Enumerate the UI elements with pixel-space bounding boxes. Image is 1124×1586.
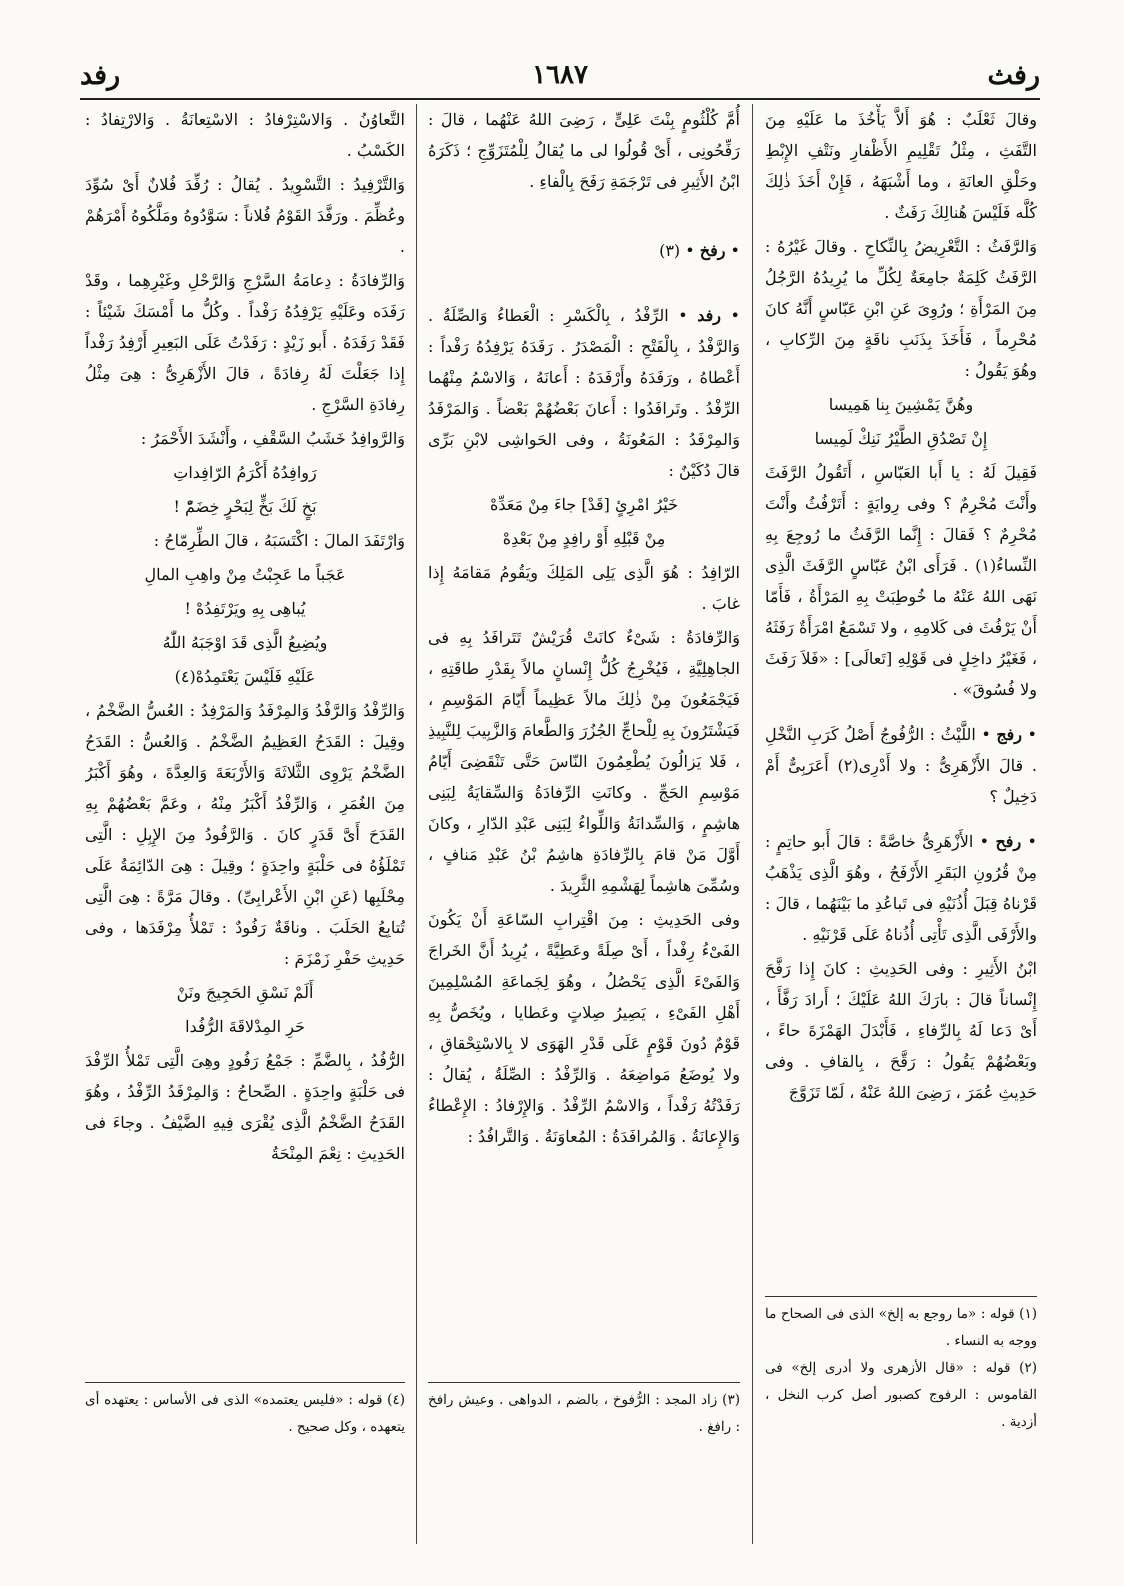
footnote: (٢) قوله : «قال الأزهرى ولا أدرى إلخ» فى القاموس : الرفوج كصبور أصل كرب النخل ، أزدية . bbox=[765, 1360, 1037, 1430]
entry-rfkh: • رفخ • (٣) bbox=[659, 241, 740, 260]
footnote-ref: (٣) bbox=[659, 241, 681, 260]
paragraph: وَالرَّوافِدُ خَشَبُ السَّقْفِ ، وأَنْشَدَ الأَحْمَرُ : bbox=[140, 429, 405, 448]
paragraph: وَالرَّفَثُ : التَّعْرِيضُ بِالنِّكاحِ . وقالَ غَيْرُهُ : الرَّفَثُ كَلِمَةٌ جامِعَةٌ لِكُلِّ ما يُرِيدُهُ الرَّجُلُ مِنَ المَرْأَةِ ؛ ورُوِىَ عَنِ ابْنِ عَبّاسٍ أَنَّهُ كانَ مُحْرِماً ، فَأَخَذَ بِذَنَبِ ناقَةٍ مِنَ الرِّكابِ ، وهُوَ يَقُولُ : bbox=[765, 237, 1037, 380]
entry-headword: رفج bbox=[996, 725, 1023, 744]
footnotes-right bbox=[765, 1296, 1037, 1436]
header-right-word: رفث bbox=[987, 60, 1040, 91]
paragraph: وَالتَّرْفِيدُ : التَّسْوِيدُ . يُقالُ : رُفِّدَ فُلانٌ أَىْ سُوِّدَ وعُظِّمَ . ورَفَّدَ القَوْمُ فُلاناً : سَوَّدُوهُ ومَلَّكُوهُ أَمْرَهُمْ . bbox=[85, 175, 405, 256]
verse-line: مِنْ قَبْلِهِ أَوْ رافِدٍ مِنْ بَعْدِهْ bbox=[502, 529, 666, 548]
entry-rfh: • رفح • الأَزْهَرِىُّ خاصَّةً : قالَ أَبو حاتِمٍ : مِنْ قُرُونِ البَقَرِ الأَرْفَحُ ، وهُوَ الَّذِى يَذْهَبُ قَرْناهُ قِبَلَ أُذُنَيْهِ فى تَباعُدِ ما بَيْنَهُما ، قالَ : والأَرْفَى الَّذِى تَأْتِى أُذُناهُ عَلَى قَرْنَيْهِ . bbox=[765, 832, 1037, 944]
verse-line: يُباهِى بِهِ ويَرْتَفِدُهْ ! bbox=[184, 599, 306, 618]
entry-text: الأَزْهَرِىُّ خاصَّةً : قالَ أَبو حاتِمٍ : مِنْ قُرُونِ البَقَرِ الأَرْفَحُ ، وهُوَ الَّذِى يَذْهَبُ قَرْناهُ قِبَلَ أُذُنَيْهِ فى تَباعُدِ ما بَيْنَهُما ، قالَ : والأَرْفَى الَّذِى تَأْتِى أُذُناهُ عَلَى قَرْنَيْهِ . bbox=[765, 832, 1037, 944]
verse-line: رَوافِدُهُ أَكْرَمُ الرّافِداتِ bbox=[173, 463, 317, 482]
footnotes-middle bbox=[428, 1382, 740, 1441]
paragraph: الرّافِدُ : هُوَ الَّذِى يَلِى المَلِكَ ويَقُومُ مَقامَهُ إِذا غابَ . bbox=[428, 563, 740, 613]
paragraph: وَالرِّفادَةُ : دِعامَةُ السَّرْجِ وَالرَّحْلِ وغَيْرِهِما ، وقَدْ رَفَدَه وعَلَيْهِ يَرْفِدُهُ رَفْداً . وكُلُّ ما أَمْسَكَ شَيْئاً : فَقَدْ رَفَدَهُ . أَبو زَيْدٍ : رَفَدْتُ عَلَى البَعِيرِ أَرْفِدُ رَفْداً إِذا جَعَلْتَ لَهُ رِفادَةً ، قالَ الأَزْهَرِىُّ : هِىَ مِثْلُ رِفادَةِ السَّرْجِ . bbox=[85, 271, 405, 414]
footnote: (٣) زاد المجد : الرُّفوخ ، بالضم ، الدواهى . وعيش رافخ : رافغ . bbox=[428, 1392, 740, 1435]
verse-line: خَيْرُ امْرِئٍ [قَدْ] جاءَ مِنْ مَعَدِّهْ bbox=[490, 495, 678, 514]
column-divider-left bbox=[416, 104, 417, 1544]
header-rule bbox=[80, 98, 1040, 100]
entry-text: اللَّيْثُ : الرُّفُوجُ أَصْلُ كَرَبِ النَّخْلِ . قالَ الأَزْهَرِىُّ : ولا أَدْرِى(٢) أَعَرَبِىٌّ أَمْ دَخِيلٌ ؟ bbox=[765, 725, 1037, 806]
verse-line: ويُضِيعُ الَّذِى قَدَ اوْجَبَهُ اللّٰهُ bbox=[162, 633, 328, 652]
paragraph: وَالرِّفادَةُ : شَىْءٌ كانَتْ قُرَيْشٌ تَتَرافَدُ بِهِ فى الجاهِلِيَّةِ ، فَيُخْرِجُ كُلُّ إِنْسانٍ مالاً بِقَدْرِ طاقَتِهِ ، فَيَجْمَعُونَ مِنْ ذٰلِكَ مالاً عَظِيماً أَيّامَ المَوْسِمِ ، فَيَشْتَرُونَ بِهِ لِلْحاجِّ الجُزُرَ وَالطَّعامَ وَالزَّبِيبَ لِلنَّبِيذِ ، فَلا يَزالُونَ يُطْعِمُونَ النّاسَ حَتَّى تَنْقَضِىَ أَيّامُ مَوْسِمِ الحَجِّ . وكانَتِ الرِّفادَةُ وَالسِّقايَةُ لِبَنِى هاشِمٍ ، وَالسِّدانَةُ وَاللِّواءُ لِبَنِى عَبْدِ الدّارِ ، وكانَ أَوَّلَ مَنْ قامَ بِالرِّفادَةِ هاشِمُ بْنُ عَبْدِ مَنافٍ ، وسُمِّىَ هاشِماً لِهَشْمِهِ الثَّرِيدَ . bbox=[428, 628, 740, 895]
column-middle bbox=[428, 104, 740, 1544]
paragraph: ابْنُ الأَثِيرِ : وفى الحَدِيثِ : كانَ إِذا رَفَّحَ إِنْساناً قالَ : بارَكَ اللهُ عَلَيْكَ ؛ أَرادَ رَفَّأَ ، أَىْ دَعا لَهُ بِالرِّفاءِ ، فَأَبْدَلَ الهَمْزَةَ حاءً ، وبَعْضُهُمْ يَقُولُ : رَقَّحَ ، بِالقافِ . وفى حَدِيثِ عُمَرَ ، رَضِىَ اللهُ عَنْهُ ، لَمّا تَزَوَّجَ bbox=[765, 959, 1037, 1102]
column-divider-right bbox=[752, 104, 753, 1544]
paragraph: وَارْتَفَدَ المالَ : اكْتَسَبَهُ ، قالَ الطِّرِمّاحُ : bbox=[153, 531, 405, 550]
entry-rfd: • رفد • الرِّفْدُ ، بِالْكَسْرِ : الْعَطاءُ وَالصِّلَةُ . وَالرَّفْدُ ، بِالْفَتْحِ : الْمَصْدَرُ . رَفَدَهُ يَرْفِدُهُ رَفْداً : أَعْطاهُ ، ورَفَدَهُ وأَرْفَدَهُ : أَعانَهُ ، وَالاسْمُ مِنْهُما الرِّفْدُ . وتَرافَدُوا : أَعانَ بَعْضُهُمْ بَعْضاً . وَالمَرْفَدُ وَالمِرْفَدُ : المَعُونَةُ ، وفى الحَواشِى لابْنِ بَرِّى قالَ دُكَيْنٌ : bbox=[428, 306, 740, 480]
paragraph: وفى الحَدِيثِ : مِنَ اقْتِرابِ السّاعَةِ أَنْ يَكُونَ الفَىْءُ رِفْداً ، أَىْ صِلَةً وعَطِيَّةً ، يُرِيدُ أَنَّ الخَراجَ وَالفَىْءَ الَّذِى يَحْصُلُ ، وهُوَ لِجَماعَةِ المُسْلِمِينَ أَهْلِ الفَىْءِ ، يَصِيرُ صِلاتٍ وعَطايا ، ويُخَصُّ بِهِ قَوْمٌ دُونَ قَوْمٍ عَلَى قَدْرِ الهَوَى لا بِالاسْتِحْقاقِ ، ولا يُوضَعُ مَواضِعَهُ . وَالرِّفْدُ : الصِّلَةُ ، يُقالُ : رَفَدْتُهُ رَفْداً ، وَالاسْمُ الرِّفْدُ . وَالإِرْفادُ : الإِعْطاءُ وَالإِعانَةُ . وَالمُرافَدَةُ : المُعاوَنَةُ . وَالتَّرافُدُ : bbox=[428, 910, 740, 1146]
verse-line: حَرِ المِدْلاقَةَ الرُّفُدا bbox=[185, 1017, 305, 1036]
footnotes-left bbox=[85, 1382, 405, 1441]
page-number: ١٦٨٧ bbox=[532, 60, 588, 90]
verse-line: بَخٍ لَكَ بَخٍّ لِبَحْرٍ خِضَمّْ ! bbox=[173, 497, 317, 516]
paragraph: أُمَّ كُلْثُومٍ بِنْتَ عَلِىٍّ ، رَضِىَ اللهُ عَنْهُما ، قالَ : رَفِّحُونِى ، أَىْ قُولُوا لى ما يُقالُ لِلْمُتَزَوِّجِ ؛ ذَكَرَهُ ابْنُ الأَثِيرِ فى تَرْجَمَةِ رَفَحَ بِالْفاءِ . bbox=[428, 110, 740, 191]
verse-line: عَلَيْهِ فَلَيْسَ يَعْتَمِدُهْ(٤) bbox=[174, 667, 316, 686]
paragraph: وَالرِّفْدُ وَالرَّفْدُ وَالمِرْفَدُ وَالمَرْفِدُ : العُسُّ الضَّخْمُ ، وقِيلَ : القَدَحُ العَظِيمُ الضَّخْمُ . وَالعُسُّ : القَدَحُ الضَّخْمُ يَرْوِى الثَّلاثَةَ وَالأَرْبَعَةَ وَالعِدَّةَ ، وهُوَ أَكْبَرُ مِنَ الغُمَرِ ، وَالرِّفْدُ أَكْبَرُ مِنْهُ ، وعَمَّ بَعْضُهُمْ بِهِ القَدَحَ أَىَّ قَدَرٍ كانَ . وَالرَّفُودُ مِنَ الإِبِلِ : الَّتِى تَمْلَؤُهُ فى حَلْبَةٍ واحِدَةٍ ؛ وقِيلَ : هِىَ الدّائِمَةُ عَلَى مِحْلَبِها (عَنِ ابْنِ الأَعْرابِىِّ) . وقالَ مَرَّةً : هِىَ الَّتِى تُتابِعُ الحَلَبَ . وناقَةٌ رَفُودٌ : تَمْلأُ مِرْفَدَها ، وفى حَدِيثِ حَفْرِ زَمْزَمَ : bbox=[85, 701, 405, 968]
paragraph: التَّعاوُنُ . وَالاسْتِرْفادُ : الاسْتِعانَةُ . وَالارْتِفادُ : الكَسْبُ . bbox=[85, 110, 405, 160]
entry-headword: رفخ bbox=[699, 241, 726, 260]
verse-line: أَلَمْ نَسْقِ الحَجِيجَ ونَنْ bbox=[176, 983, 314, 1002]
entry-headword: رفد bbox=[697, 306, 721, 325]
verse-line: وهُنَّ يَمْشِينَ بِنا هَمِيسا bbox=[828, 395, 974, 414]
verse-line: إِنْ تَصْدُقِ الطَّيْرُ نَنِكْ لَمِيسا bbox=[814, 429, 988, 448]
paragraph: الرُّفُدُ ، بِالضَّمِّ : جَمْعُ رَفُودٍ وهِىَ الَّتِى تَمْلأُ الرِّفْدَ فى حَلْبَةٍ واحِدَةٍ . الصِّحاحُ : وَالمِرْفَدُ الرِّفْدُ ، وهُوَ القَدَحُ الضَّخْمُ الَّذِى يُقْرَى فِيهِ الضَّيْفُ . وجاءَ فى الحَدِيثِ : نِعْمَ المِنْحَةُ bbox=[85, 1051, 405, 1163]
page-header bbox=[80, 52, 1040, 102]
column-left bbox=[85, 104, 405, 1544]
footnote: (٤) قوله : «فليس يعتمده» الذى فى الأساس : يعتهده أى يتعهده ، وكل صحيح . bbox=[85, 1392, 405, 1435]
entry-text: الرِّفْدُ ، بِالْكَسْرِ : الْعَطاءُ وَالصِّلَةُ . وَالرَّفْدُ ، بِالْفَتْحِ : الْمَصْدَرُ . رَفَدَهُ يَرْفِدُهُ رَفْداً : أَعْطاهُ ، ورَفَدَهُ وأَرْفَدَهُ : أَعانَهُ ، وَالاسْمُ مِنْهُما الرِّفْدُ . وتَرافَدُوا : أَعانَ بَعْضُهُمْ بَعْضاً . وَالمَرْفَدُ وَالمِرْفَدُ : المَعُونَةُ ، وفى الحَواشِى لابْنِ بَرِّى قالَ دُكَيْنٌ : bbox=[428, 306, 740, 480]
footnote: (١) قوله : «ما روجع به إلخ» الذى فى الصحاح ما ووجه به النساء . bbox=[765, 1306, 1037, 1349]
header-left-word: رفد bbox=[80, 60, 121, 91]
entry-headword: رفح bbox=[995, 832, 1022, 851]
paragraph: فَقِيلَ لَهُ : يا أَبا العَبّاسِ ، أَتَقُولُ الرَّفَثَ وأَنْتَ مُحْرِمٌ ؟ وفى رِوايَةٍ : أَتَرْفُثُ وأَنْتَ مُحْرِمٌ ؟ فَقالَ : إِنَّما الرَّفَثُ ما رُوجِعَ بِهِ النِّساءُ(١) . فَرَأَى ابْنُ عَبّاسٍ الرَّفَثَ الَّذِى نَهَى اللهُ عَنْهُ ما خُوطِبَتْ بِهِ المَرْأَةُ ، فَأَمّا أَنْ يَرْفُثَ فى كَلامِهِ ، ولا تَسْمَعُ امْرَأَةٌ رَفَثَهُ ، فَغَيْرُ داخِلٍ فى قَوْلِهِ [تَعالَى] : «فَلاَ رَفَثَ ولا فُسُوقَ» . bbox=[765, 463, 1037, 699]
paragraph: وقالَ ثَعْلَبٌ : هُوَ أَلاَّ يَأْخُذَ ما عَلَيْهِ مِنَ التَّفَثِ ، مِثْلُ تَقْلِيمِ الأَظْفارِ ونَتْفِ الإِبْطِ وحَلْقِ العانَةِ ، وما أَشْبَهَهُ ، فَإِنْ أَخَذَ ذٰلِكَ كُلَّه فَلَيْسَ هُنالِكَ رَفَثٌ . bbox=[765, 110, 1037, 222]
entry-rfj: • رفج • اللَّيْثُ : الرُّفُوجُ أَصْلُ كَرَبِ النَّخْلِ . قالَ الأَزْهَرِىُّ : ولا أَدْرِى(٢) أَعَرَبِىٌّ أَمْ دَخِيلٌ ؟ bbox=[765, 725, 1037, 806]
verse-line: عَجَباً ما عَجِبْتُ مِنْ واهِبِ المالِ bbox=[144, 565, 346, 584]
